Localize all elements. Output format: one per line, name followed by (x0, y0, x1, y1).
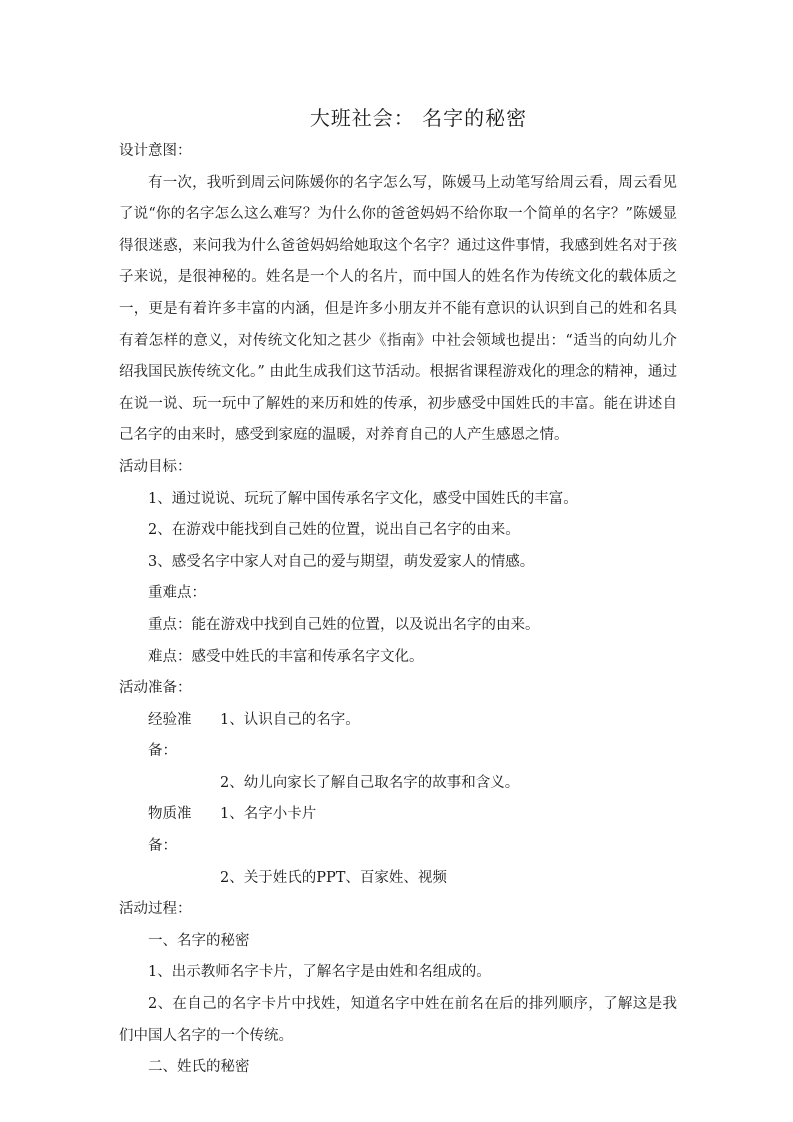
experience-prep-label: 经验准备： (148, 711, 192, 760)
document-title: 大班社会： 名字的秘密 (309, 106, 528, 130)
experience-prep-item: 2、幼儿向家长了解自己取名字的故事和含义。 (220, 774, 520, 791)
material-prep-label: 物质准备： (148, 806, 192, 855)
material-prep-item: 1、名字小卡片 (220, 806, 317, 823)
process-step: 2、在自己的名字卡片中找姓，知道名字中姓在前名在后的排列顺序，了解这是我们中国人名字的一个传统。 (119, 996, 677, 1044)
material-prep-row (119, 799, 677, 862)
process-section-title: 一、名字的秘密 (148, 932, 250, 949)
document-body (119, 136, 677, 1084)
experience-prep-item: 1、认识自己的名字。 (220, 711, 360, 728)
experience-prep-row (119, 705, 677, 768)
process-step: 1、出示教师名字卡片，了解名字是由姓和名组成的。 (148, 964, 491, 981)
goal-item: 3、感受名字中家人对自己的爱与期望，萌发爱家人的情感。 (148, 553, 535, 570)
key-point: 重点：能在游戏中找到自己姓的位置，以及说出名字的由来。 (148, 616, 540, 633)
goals-heading: 活动目标： (119, 458, 192, 475)
difficult-point: 难点：感受中姓氏的丰富和传承名字文化。 (148, 648, 424, 665)
key-difficulty-heading: 重难点： (148, 585, 206, 602)
design-intent-heading: 设计意图： (119, 143, 192, 159)
process-section-title: 二、姓氏的秘密 (148, 1059, 250, 1076)
preparation-heading: 活动准备： (119, 680, 192, 697)
process-heading: 活动过程： (119, 901, 192, 918)
material-prep-item: 2、关于姓氏的PPT、百家姓、视频 (220, 869, 447, 886)
design-intent-paragraph: 有一次，我听到周云问陈媛你的名字怎么写，陈媛马上动笔写给周云看，周云看见了说“你的名字怎么这么难写？为什么你的爸爸妈妈不给你取一个简单的名字？”陈媛显得很迷惑，来问我为什么爸爸妈妈给她取这个名字？通过这件事情，我感到姓名对于孩子来说，是很神秘的。姓名是一个人的名片，而中国人的姓名作为传统文化的载体质之一，更是有着许多丰富的内涵，但是许多小朋友并不能有意识的认识到自己的姓和名具有着怎样的意义，对传统文化知之甚少《指南》中社会领域也提出：“适当的向幼儿介绍我国民族传统文化。” 由此生成我们这节活动。根据省课程游戏化的理念的精神，通过在说一说、玩一玩中了解姓的来历和姓的传承，初步感受中国姓氏的丰富。能在讲述自己名字的由来时，感受到家庭的温暖，对养育自己的人产生感恩之情。 (119, 174, 677, 444)
goal-item: 2、在游戏中能找到自己姓的位置，说出自己名字的由来。 (148, 522, 520, 539)
goal-item: 1、通过说说、玩玩了解中国传承名字文化，感受中国姓氏的丰富。 (148, 490, 578, 507)
